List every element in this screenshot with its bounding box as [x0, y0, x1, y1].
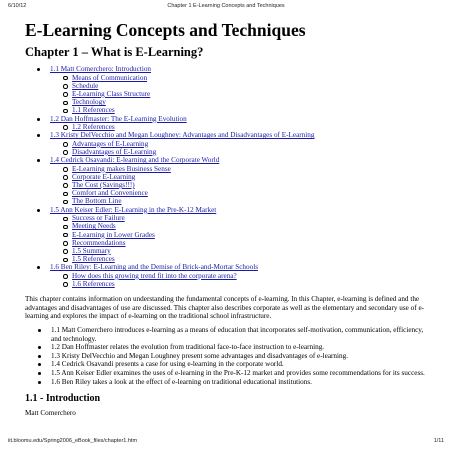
- toc-subitem: [50, 165, 430, 173]
- toc-link[interactable]: 1.2 Dan Hoffmaster: The E-Learning Evolution: [50, 114, 187, 123]
- intro-paragraph: This chapter contains information on understanding the fundamental concepts of e-learning. In this Chapter, e-learning is defined and the advantages and disadvantages of use are discussed. This chapter also describes corporate as well as the elementary and secondary use of e-learning and explores the impact of e-learning on the traditional school infrastructure.: [25, 295, 425, 321]
- summary-item: 1.2 Dan Hoffmaster relates the evolution from traditional face-to-face instruction to e-learning.: [25, 343, 426, 352]
- toc-sublink[interactable]: 1.2 References: [72, 123, 115, 132]
- toc-subitem: [50, 82, 430, 90]
- toc-subitem: [50, 222, 430, 230]
- toc-sublink[interactable]: The Cost (Savings!!!): [72, 181, 135, 190]
- page-title: E-Learning Concepts and Techniques: [25, 20, 306, 40]
- toc-sublink[interactable]: Advantages of E-Learning: [72, 139, 149, 148]
- toc-link[interactable]: 1.6 Ben Riley: E-Learning and the Demise of Brick-and-Mortar Schools: [50, 263, 258, 272]
- print-date: 6/10/12: [8, 3, 27, 9]
- toc-item: [25, 115, 430, 132]
- toc-subitem: [50, 181, 430, 189]
- toc-sublink[interactable]: E-Learning makes Business Sense: [72, 164, 171, 173]
- toc-item: [25, 206, 430, 264]
- summary-item: 1.3 Kristy DelVecchio and Megan Loughney present some advantages and disadvantages of e-learning.: [25, 352, 426, 361]
- toc-sublink[interactable]: 1.5 Summary: [72, 246, 111, 255]
- toc-subitem: [50, 123, 430, 131]
- toc-sublink[interactable]: 1.1 References: [72, 106, 115, 115]
- document-page: [25, 19, 430, 418]
- toc-sublink[interactable]: E-Learning Class Structure: [72, 89, 151, 98]
- toc-item: [25, 131, 430, 156]
- summary-item: 1.5 Ann Keiser Edler examines the uses of e-learning in the Pre-K-12 market and provides some recommendations for its success.: [25, 369, 426, 378]
- summary-item: 1.1 Matt Comerchero introduces e-learning as a means of education that incorporates self-motivation, communication, efficiency, and technology.: [25, 326, 426, 343]
- toc-subitem: [50, 255, 430, 263]
- chapter-heading: Chapter 1 – What is E-Learning?: [25, 45, 204, 59]
- toc-sublink[interactable]: Technology: [72, 98, 106, 107]
- toc-sublink[interactable]: 1.5 References: [72, 255, 115, 264]
- summary-item: 1.4 Cedrick Osavandi presents a case for using e-learning in the corporate world.: [25, 360, 426, 369]
- toc-subitem: [50, 247, 430, 255]
- table-of-contents: [25, 65, 430, 288]
- print-url: iit.bloomu.edu/Spring2006_eBook_files/chapter1.htm: [8, 438, 138, 444]
- toc-sublink[interactable]: Means of Communication: [72, 73, 148, 82]
- toc-sublist: [50, 165, 430, 206]
- toc-sublist: [50, 123, 430, 131]
- toc-subitem: [50, 280, 430, 288]
- toc-item: [25, 263, 430, 288]
- toc-sublink[interactable]: How does this growing trend fit into the corporate arena?: [72, 271, 237, 280]
- toc-sublink[interactable]: Corporate E-Learning: [72, 172, 136, 181]
- toc-sublink[interactable]: Disadvantages of E-Learning: [72, 147, 157, 156]
- section-heading: 1.1 - Introduction: [25, 393, 101, 405]
- print-page-number: 1/11: [433, 438, 444, 444]
- print-header: [0, 3, 452, 11]
- toc-sublink[interactable]: E-Learning in Lower Grades: [72, 230, 155, 239]
- toc-sublink[interactable]: Comfort and Convenience: [72, 189, 148, 198]
- toc-subitem: [50, 272, 430, 280]
- toc-subitem: [50, 214, 430, 222]
- toc-sublist: [50, 140, 430, 156]
- chapter-summary-list: [25, 326, 430, 386]
- toc-subitem: [50, 140, 430, 148]
- toc-subitem: [50, 197, 430, 205]
- toc-sublink[interactable]: 1.6 References: [72, 280, 115, 289]
- toc-subitem: [50, 98, 430, 106]
- toc-sublink[interactable]: Schedule: [72, 81, 99, 90]
- toc-sublist: [50, 214, 430, 263]
- toc-sublink[interactable]: Meeting Needs: [72, 222, 116, 231]
- toc-sublist: [50, 272, 430, 288]
- toc-sublink[interactable]: Recommendations: [72, 238, 126, 247]
- toc-subitem: [50, 90, 430, 98]
- toc-subitem: [50, 231, 430, 239]
- toc-link[interactable]: 1.1 Matt Comerchero: Introduction: [50, 65, 152, 73]
- toc-subitem: [50, 173, 430, 181]
- print-footer: [0, 438, 452, 446]
- toc-sublink[interactable]: The Bottom Line: [72, 197, 122, 206]
- toc-subitem: [50, 74, 430, 82]
- toc-item: [25, 156, 430, 206]
- section-author: Matt Comerchero: [25, 409, 76, 418]
- summary-item: 1.6 Ben Riley takes a look at the effect of e-learning on traditional educational institutions.: [25, 378, 426, 387]
- toc-sublink[interactable]: Success or Failure: [72, 214, 125, 223]
- toc-link[interactable]: 1.3 Kristy DelVecchio and Megan Loughney: Advantages and Disadvantages of E-Learning: [50, 131, 315, 140]
- toc-subitem: [50, 106, 430, 114]
- toc-link[interactable]: 1.5 Ann Keiser Edler: E-Learning in the Pre-K-12 Market: [50, 205, 217, 214]
- print-title: Chapter 1 E-Learning Concepts and Techniques: [167, 3, 285, 9]
- toc-subitem: [50, 239, 430, 247]
- toc-sublist: [50, 74, 430, 115]
- toc-item: [25, 65, 430, 115]
- toc-subitem: [50, 189, 430, 197]
- toc-subitem: [50, 148, 430, 156]
- toc-link[interactable]: 1.4 Cedrick Osavandi: E-learning and the Corporate World: [50, 156, 220, 165]
